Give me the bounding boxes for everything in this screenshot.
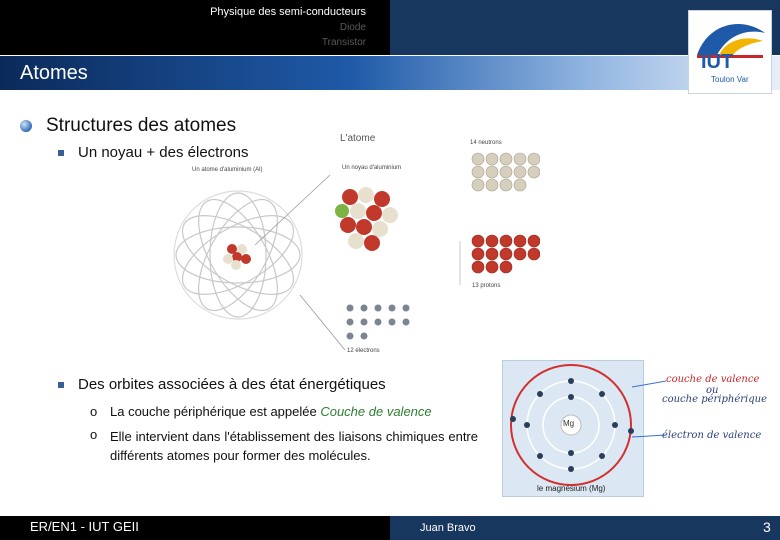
mg-shells-diagram bbox=[503, 361, 643, 496]
page-number: 3 bbox=[763, 519, 771, 535]
logo-subtext: Toulon Var bbox=[711, 75, 749, 84]
valence-term: Couche de valence bbox=[320, 404, 432, 419]
label-neutrons: 14 neutrons bbox=[470, 140, 502, 146]
bullet-orbites: Des orbites associées à des état énergétiques bbox=[78, 376, 386, 393]
bullet-noyau: Un noyau + des électrons bbox=[78, 144, 249, 161]
label-atom-al: Un atome d'aluminium (Al) bbox=[192, 167, 263, 173]
square-bullet-icon bbox=[58, 150, 64, 156]
nav-item-transistor[interactable]: Transistor bbox=[321, 37, 366, 48]
header-left bbox=[0, 0, 390, 55]
logo-text: IUT bbox=[701, 51, 734, 73]
bullet-circle-icon bbox=[20, 120, 32, 132]
heading-structures: Structures des atomes bbox=[46, 115, 237, 136]
atom-figure bbox=[160, 125, 540, 360]
mg-caption: le magnésium (Mg) bbox=[537, 484, 606, 493]
sub-bullet-icon: o bbox=[90, 427, 98, 442]
iut-logo bbox=[688, 10, 772, 94]
atom-figure-title: L'atome bbox=[340, 133, 376, 144]
para-couche bbox=[110, 404, 432, 419]
annotation-couche-valence: couche de valence bbox=[666, 374, 760, 385]
nav-item-physique[interactable]: Physique des semi-conducteurs bbox=[210, 6, 366, 18]
footer-author: Juan Bravo bbox=[420, 522, 476, 534]
page-title: Atomes bbox=[20, 62, 88, 84]
para-liaisons: Elle intervient dans l'établissement des liaisons chimiques entre différents atomes pour former des molécules. bbox=[110, 429, 478, 463]
annotation-ou: ou bbox=[706, 385, 719, 396]
nav-item-diode[interactable]: Diode bbox=[339, 22, 366, 33]
title-bar bbox=[0, 56, 780, 90]
mg-center-label: Mg bbox=[563, 419, 575, 428]
square-bullet-icon bbox=[58, 382, 64, 388]
annotation-electron-valence: électron de valence bbox=[662, 430, 762, 441]
label-electrons: 12 électrons bbox=[347, 348, 380, 354]
footer-course: ER/EN1 - IUT GEII bbox=[30, 519, 139, 534]
sub-bullet-icon: o bbox=[90, 404, 98, 419]
label-nucleus-al: Un noyau d'aluminium bbox=[342, 165, 402, 171]
label-protons: 13 protons bbox=[472, 283, 501, 289]
mg-figure-panel bbox=[502, 360, 644, 497]
annotation-couche-peripherique: couche périphérique bbox=[662, 394, 767, 405]
para-couche-text: La couche périphérique est appelée bbox=[110, 404, 321, 419]
